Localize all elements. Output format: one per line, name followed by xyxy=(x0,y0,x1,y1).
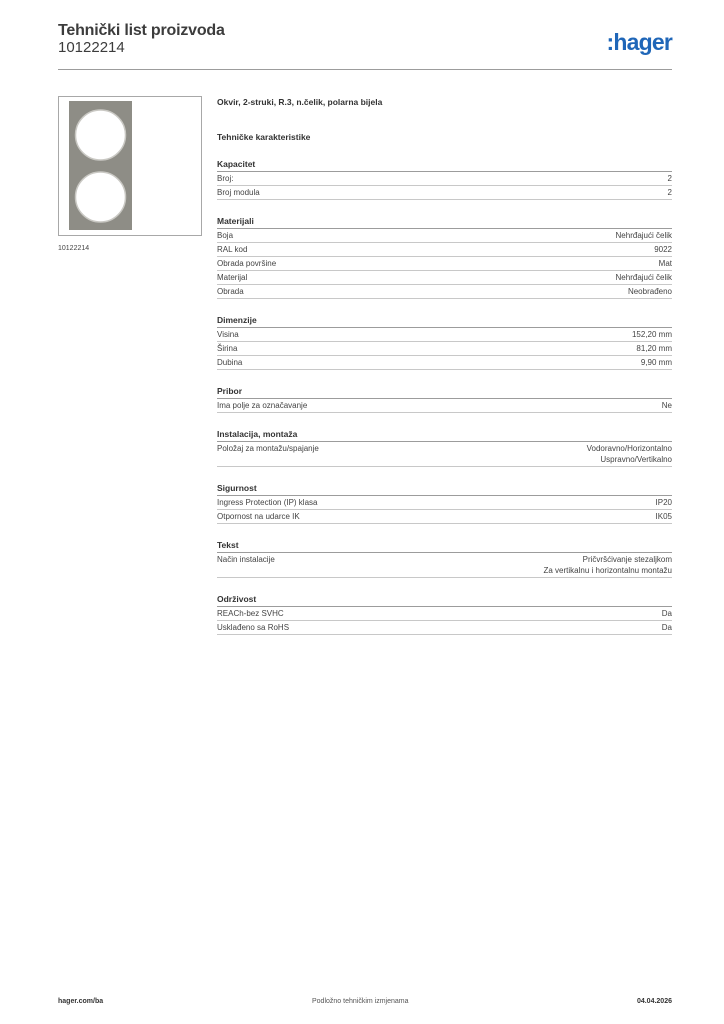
document-number: 10122214 xyxy=(58,39,125,56)
double-frame-image xyxy=(59,97,201,235)
spec-value: Da xyxy=(661,623,672,632)
document-title: Tehnički list proizvoda xyxy=(58,22,225,39)
spec-row xyxy=(217,442,672,467)
header-divider xyxy=(58,69,672,70)
spec-value-line: Za vertikalnu i horizontalnu montažu xyxy=(543,566,672,575)
footer-date: 04.04.2026 xyxy=(636,998,672,1005)
spec-row xyxy=(217,243,672,257)
spec-label: Usklađeno sa RoHS xyxy=(217,623,290,632)
spec-value: Mat xyxy=(658,259,672,268)
spec-label: Širina xyxy=(217,344,238,353)
group-title: Materijali xyxy=(217,215,672,229)
spec-value: 2 xyxy=(667,188,672,197)
spec-row xyxy=(217,285,672,299)
spec-row xyxy=(217,607,672,621)
spec-row xyxy=(217,229,672,243)
spec-label: Ima polje za označavanje xyxy=(217,401,308,410)
product-name: Okvir, 2-struki, R.3, n.čelik, polarna bijela xyxy=(217,97,383,107)
spec-value: 2 xyxy=(667,174,672,183)
hager-logo: :hager xyxy=(606,29,672,55)
group-title: Dimenzije xyxy=(217,314,672,328)
spec-group-instalacija xyxy=(217,428,672,467)
footer-website[interactable]: hager.com/ba xyxy=(58,998,104,1005)
spec-value: Nehrđajući čelik xyxy=(615,273,672,282)
spec-group-odrzivost xyxy=(217,593,672,635)
spec-row xyxy=(217,553,672,578)
spec-label: RAL kod xyxy=(217,245,248,254)
spec-value: 152,20 mm xyxy=(631,330,672,339)
spec-value-line: Vodoravno/Horizontalno xyxy=(586,444,672,453)
spec-label: Broj: xyxy=(217,174,234,183)
spec-label: Obrada xyxy=(217,287,244,296)
spec-value: 9,90 mm xyxy=(640,358,672,367)
spec-row xyxy=(217,186,672,200)
spec-label: Dubina xyxy=(217,358,243,367)
document-header xyxy=(58,22,672,70)
spec-value xyxy=(587,443,672,465)
group-title: Pribor xyxy=(217,385,672,399)
spec-row xyxy=(217,342,672,356)
product-image xyxy=(58,96,202,236)
spec-row xyxy=(217,257,672,271)
spec-row xyxy=(217,328,672,342)
spec-value: IK05 xyxy=(655,512,672,521)
spec-label: Obrada površine xyxy=(217,259,277,268)
spec-row xyxy=(217,356,672,370)
spec-label: Ingress Protection (IP) klasa xyxy=(217,498,318,507)
spec-row xyxy=(217,271,672,285)
spec-group-kapacitet xyxy=(217,158,672,200)
spec-value: Ne xyxy=(661,401,672,410)
spec-value: 9022 xyxy=(654,245,672,254)
group-title: Instalacija, montaža xyxy=(217,428,672,442)
image-caption: 10122214 xyxy=(58,245,90,252)
spec-label: Način instalacije xyxy=(217,555,275,564)
group-title: Kapacitet xyxy=(217,158,672,172)
spec-value: 81,20 mm xyxy=(636,344,672,353)
spec-content xyxy=(217,96,672,635)
spec-value: Da xyxy=(661,609,672,618)
spec-label: Broj modula xyxy=(217,188,260,197)
spec-label: Položaj za montažu/spajanje xyxy=(217,444,319,453)
spec-group-materijali xyxy=(217,215,672,299)
spec-label: Visina xyxy=(217,330,239,339)
spec-group-tekst xyxy=(217,539,672,578)
spec-label: Materijal xyxy=(217,273,248,282)
spec-value-line: Uspravno/Vertikalno xyxy=(600,455,672,464)
spec-label: REACh-bez SVHC xyxy=(217,609,284,618)
spec-row xyxy=(217,510,672,524)
spec-label: Boja xyxy=(217,231,234,240)
spec-group-pribor xyxy=(217,385,672,413)
spec-group-sigurnost xyxy=(217,482,672,524)
spec-value-line: Pričvršćivanje stezaljkom xyxy=(582,555,672,564)
spec-group-dimenzije xyxy=(217,314,672,370)
group-title: Tekst xyxy=(217,539,672,553)
spec-label: Otpornost na udarce IK xyxy=(217,512,300,521)
spec-row xyxy=(217,172,672,186)
spec-value xyxy=(543,554,672,576)
spec-row xyxy=(217,399,672,413)
spec-value: IP20 xyxy=(655,498,672,507)
footer-note: Podložno tehničkim izmjenama xyxy=(312,998,409,1005)
group-title: Održivost xyxy=(217,593,672,607)
spec-row xyxy=(217,496,672,510)
spec-value: Neobrađeno xyxy=(627,287,672,296)
section-title: Tehničke karakteristike xyxy=(217,132,311,142)
spec-row xyxy=(217,621,672,635)
group-title: Sigurnost xyxy=(217,482,672,496)
spec-value: Nehrđajući čelik xyxy=(615,231,672,240)
